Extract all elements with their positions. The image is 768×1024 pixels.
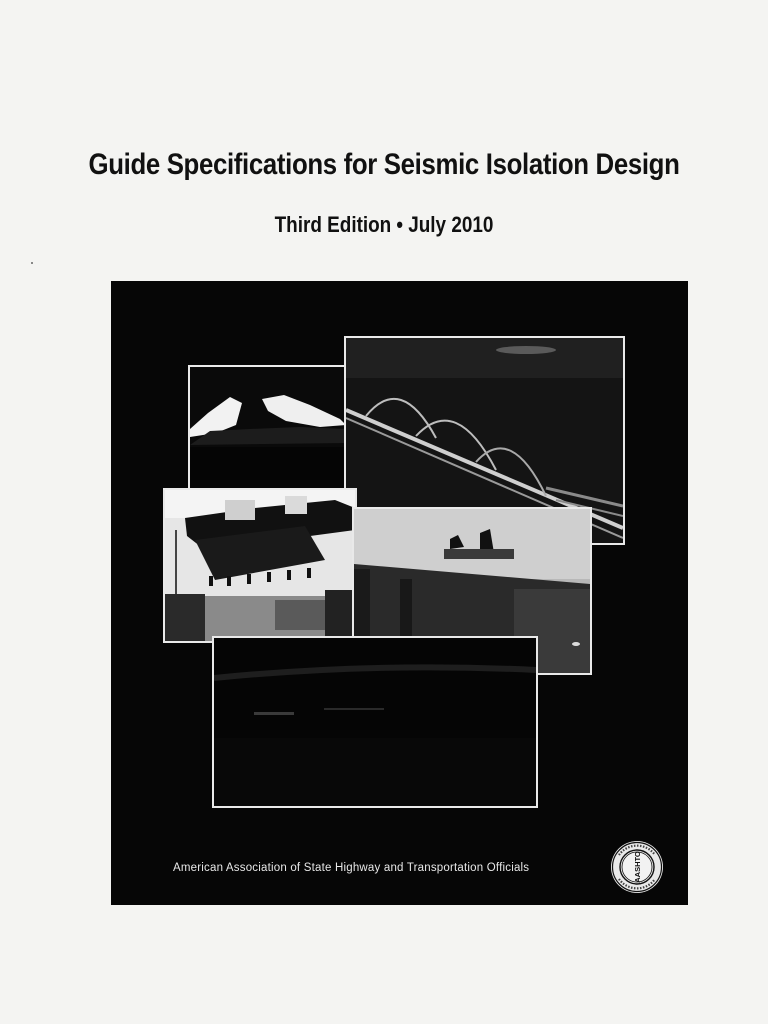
construction-image (165, 490, 355, 641)
seal-graphic (609, 839, 665, 895)
bearing-image (190, 367, 346, 489)
edition-date: July 2010 (408, 212, 494, 237)
night-bridge-image (214, 638, 536, 806)
edition-line (54, 212, 714, 238)
seal-text: AASHTO (633, 851, 642, 883)
publisher-name: American Association of State Highway and Transportation Officials (173, 862, 530, 874)
photo-night-bridge (212, 636, 538, 808)
cover-image-panel (111, 281, 688, 905)
photo-bridge-construction (163, 488, 357, 643)
separator-dot: • (396, 212, 404, 237)
speck (31, 262, 33, 264)
photo-isolation-bearing (188, 365, 348, 491)
aashto-seal-icon (609, 839, 665, 895)
cover-title: Guide Specifications for Seismic Isolation Design (88, 148, 680, 181)
edition-label: Third Edition (274, 212, 392, 237)
